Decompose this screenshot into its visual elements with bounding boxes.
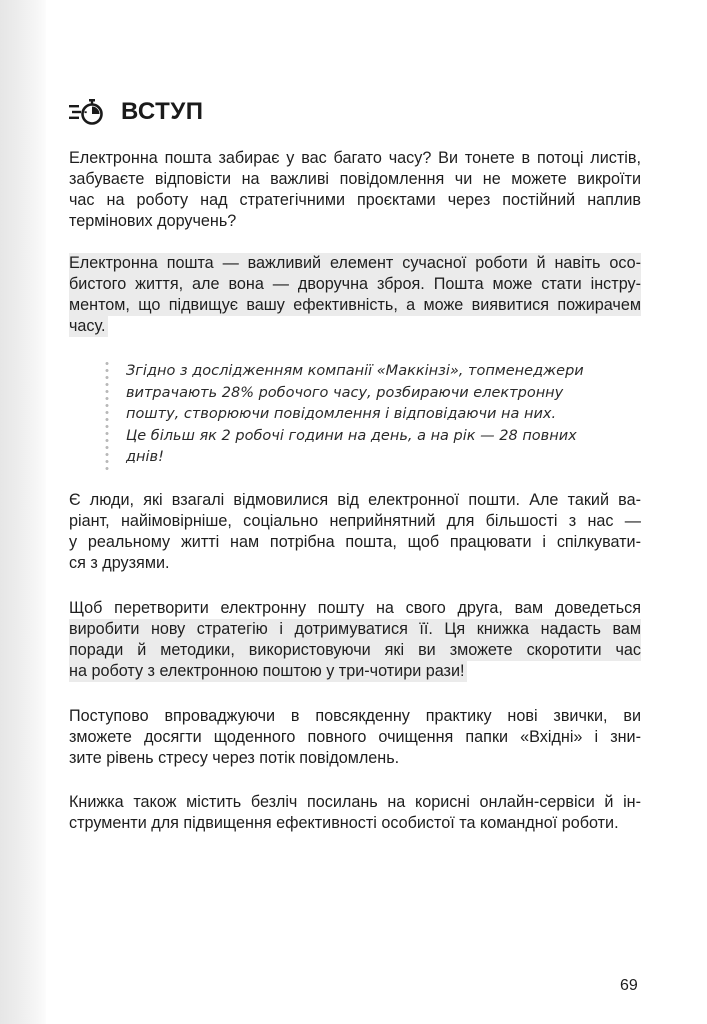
text-line: ся з друзями. — [69, 554, 170, 572]
section-title: ВСТУП — [121, 98, 204, 125]
text-line: поради й методики, використовуючи які ви зможете скоротити час — [69, 641, 641, 659]
text-line: Щоб перетворити електронну пошту на свого друга, вам доведеться — [69, 599, 641, 617]
text-line: Є люди, які взагалі відмовилися від електронної пошти. Але такий ва- — [69, 491, 641, 509]
text-line: часу. — [69, 317, 106, 335]
text-line: час на роботу над стратегічними проєктами через постійний наплив — [69, 191, 641, 209]
paragraph-5 — [69, 706, 641, 769]
quote-line: витрачають 28% робочого часу, розбираючи електронну — [126, 384, 564, 401]
quote-line: Згідно з дослідженням компанії «Маккінзі», топменеджери — [126, 363, 584, 379]
text-line: Електронна пошта — важливий елемент сучасної роботи й навіть осо- — [69, 254, 641, 272]
quote-line: Це більш як 2 робочі години на день, а на рік — 28 повних — [126, 427, 577, 444]
text-line: термінових доручень? — [69, 212, 237, 230]
text-line: струменти для підвищення ефективності особистої та командної роботи. — [69, 814, 619, 832]
section-heading — [69, 97, 204, 127]
page-number: 69 — [620, 977, 638, 994]
text-line: зможете досягти щоденного повного очищення папки «Вхідні» і зни- — [69, 728, 641, 746]
paragraph-3 — [69, 490, 641, 574]
page-gutter-shadow — [0, 0, 46, 1024]
stopwatch-speed-icon — [69, 99, 107, 125]
text-line: бистого життя, але вона — дворучна зброя. Пошта може стати інстру- — [69, 275, 641, 293]
paragraph-4 — [69, 598, 641, 682]
quote-line: днів! — [126, 449, 164, 465]
text-line: на роботу з електронною поштою у три-чотири рази! — [69, 662, 465, 680]
quote-text — [126, 361, 606, 469]
paragraph-1 — [69, 148, 641, 232]
blockquote — [105, 360, 605, 472]
text-line: зите рівень стресу через потік повідомлень. — [69, 749, 400, 767]
highlighted-paragraph — [69, 253, 641, 337]
text-line: Електронна пошта забирає у вас багато часу? Ви тонете в потоці листів, — [69, 149, 641, 167]
text-line: Книжка також містить безліч посилань на корисні онлайн-сервіси й ін- — [69, 793, 641, 811]
text-line: у реальному житті нам потрібна пошта, щоб працювати і спілкувати- — [69, 533, 641, 551]
quote-dotted-rule — [105, 360, 109, 472]
text-line: Поступово впроваджуючи в повсякденну практику нові звички, ви — [69, 707, 641, 725]
text-line: ріант, найімовірніше, соціально неприйнятний для більшості з нас — — [69, 512, 641, 530]
text-line: ментом, що підвищує вашу ефективність, а може виявитися пожирачем — [69, 296, 641, 314]
quote-line: пошту, створюючи повідомлення і відповідаючи на них. — [126, 406, 557, 422]
text-line: виробити нову стратегію і дотримуватися її. Ця книжка надасть вам — [69, 620, 641, 638]
paragraph-6 — [69, 792, 641, 834]
text-line: забуваєте відповісти на важливі повідомлення чи не можете викроїти — [69, 170, 641, 188]
